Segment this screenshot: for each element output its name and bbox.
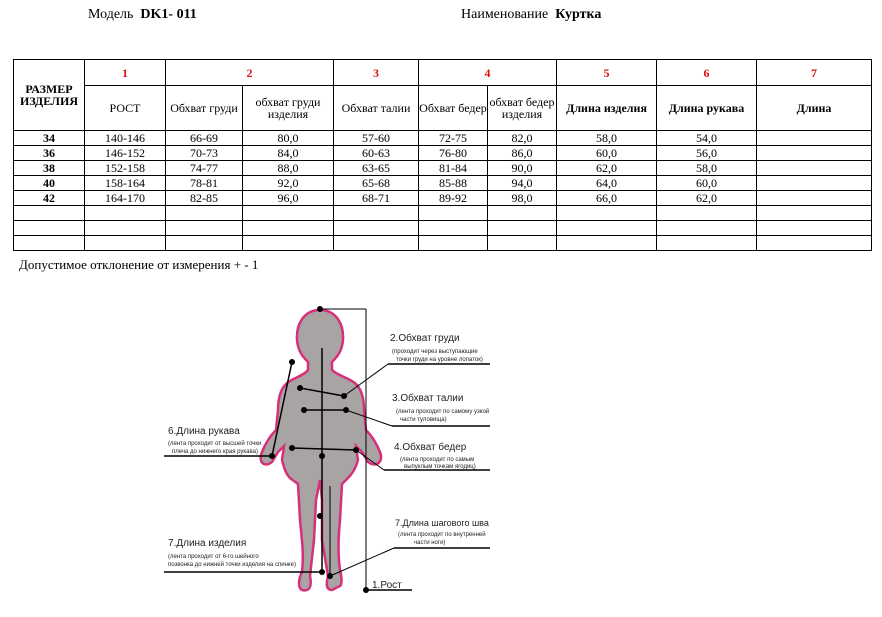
table-cell [557,236,657,251]
table-cell [419,236,488,251]
table-cell: 92,0 [243,176,334,191]
table-cell [85,236,166,251]
column-header: Обхват груди [166,86,243,131]
body-outline [261,310,381,590]
table-cell: 85-88 [419,176,488,191]
table-cell: 98,0 [488,191,557,206]
table-cell [419,221,488,236]
table-cell [166,206,243,221]
column-header: Обхват талии [334,86,419,131]
table-cell: 56,0 [657,146,757,161]
measure-point [297,385,303,391]
inseam-title: 7.Длина шагового шва [395,518,489,528]
measure-point [353,447,359,453]
table-cell [657,236,757,251]
table-cell: 146-152 [85,146,166,161]
measure-point [317,513,323,519]
tolerance-note: Допустимое отклонение от измерения + - 1 [19,257,259,272]
table-cell: 58,0 [657,161,757,176]
chest-desc: (проходит через выступающие [392,349,478,355]
name-label: Наименование [461,7,549,22]
table-cell: 90,0 [488,161,557,176]
column-header: Длина [757,86,872,131]
table-cell: 65-68 [334,176,419,191]
table-cell: 89-92 [419,191,488,206]
table-cell: 62,0 [557,161,657,176]
name-header [461,7,601,23]
table-cell [757,146,872,161]
column-header: Длина рукава [657,86,757,131]
table-cell: 70-73 [166,146,243,161]
table-cell: 86,0 [488,146,557,161]
table-row [14,146,872,161]
size-cell: 34 [14,131,85,146]
table-cell: 84,0 [243,146,334,161]
measurement-figure [0,300,560,610]
inseam-desc: (лента проходит по внутренней [398,532,486,538]
table-cell [488,221,557,236]
measure-point [319,453,325,459]
table-cell: 72-75 [419,131,488,146]
table-cell [757,206,872,221]
size-cell: 36 [14,146,85,161]
table-cell: 82-85 [166,191,243,206]
table-row [14,176,872,191]
group-number: 5 [557,60,657,86]
size-cell: 40 [14,176,85,191]
table-row [14,191,872,206]
length-desc: (лента проходит от 6-го шейного [168,554,259,560]
chest-desc: точки груди на уровне лопаток) [396,357,483,363]
measure-point [327,573,333,579]
measure-point [317,306,323,312]
table-cell [657,221,757,236]
sleeve-title: 6.Длина рукава [168,426,240,437]
table-cell [757,161,872,176]
measure-point [289,359,295,365]
table-cell [557,206,657,221]
table-cell [488,236,557,251]
table-cell [488,206,557,221]
chest-title: 2.Обхват груди [390,333,460,344]
table-cell: 60,0 [657,176,757,191]
table-cell [334,236,419,251]
hips-title: 4.Обхват бедер [394,442,467,453]
table-cell: 66,0 [557,191,657,206]
column-header: Длина изделия [557,86,657,131]
size-table [13,59,872,251]
table-cell: 82,0 [488,131,557,146]
group-number-row [14,60,872,86]
group-number: 1 [85,60,166,86]
table-cell: 68-71 [334,191,419,206]
table-cell [757,131,872,146]
table-cell: 94,0 [488,176,557,191]
table-row [14,161,872,176]
table-cell [85,206,166,221]
table-cell [166,236,243,251]
length-title: 7.Длина изделия [168,538,247,549]
size-cell: 38 [14,161,85,176]
model-header [88,7,197,23]
table-cell: 62,0 [657,191,757,206]
table-cell: 60-63 [334,146,419,161]
table-cell: 58,0 [557,131,657,146]
height-title: 1.Рост [372,580,402,591]
measure-point [341,393,347,399]
model-value: DK1- 011 [140,7,197,22]
table-cell [757,221,872,236]
measure-point [269,453,275,459]
sleeve-desc: (лента проходит от высшей точки [168,441,262,447]
table-cell: 158-164 [85,176,166,191]
column-header: обхват груди изделия [243,86,334,131]
waist-desc: (лента проходит по самому узкой [396,409,490,415]
table-cell: 140-146 [85,131,166,146]
length-desc: позвонка до нижней точки изделия на спинке) [168,562,296,568]
waist-title: 3.Обхват талии [392,393,464,404]
sleeve-desc: плеча до нижнего края рукава) [172,449,258,455]
table-cell [419,206,488,221]
size-column-header: РАЗМЕР ИЗДЕЛИЯ [14,60,85,131]
table-cell: 64,0 [557,176,657,191]
table-cell: 164-170 [85,191,166,206]
table-cell [757,191,872,206]
model-label: Модель [88,7,134,22]
group-number: 3 [334,60,419,86]
measure-point [363,587,369,593]
table-cell [243,236,334,251]
table-row [14,206,872,221]
table-cell: 66-69 [166,131,243,146]
group-number: 4 [419,60,557,86]
table-cell [166,221,243,236]
name-value: Куртка [555,7,602,22]
measure-point [319,569,325,575]
table-cell: 54,0 [657,131,757,146]
group-number: 6 [657,60,757,86]
table-cell [757,176,872,191]
table-cell [657,206,757,221]
table-row [14,236,872,251]
measure-point [343,407,349,413]
table-cell: 152-158 [85,161,166,176]
table-cell [85,221,166,236]
table-cell: 80,0 [243,131,334,146]
body-silhouette [261,310,381,590]
hips-desc: (лента проходит по самым [400,457,475,463]
table-cell: 76-80 [419,146,488,161]
table-cell [243,221,334,236]
group-number: 7 [757,60,872,86]
column-header: Обхват бедер [419,86,488,131]
measure-point [301,407,307,413]
size-cell [14,221,85,236]
table-row [14,131,872,146]
size-cell: 42 [14,191,85,206]
group-number: 2 [166,60,334,86]
column-header: РОСТ [85,86,166,131]
size-cell [14,206,85,221]
table-cell: 74-77 [166,161,243,176]
measure-point [289,445,295,451]
table-cell [243,206,334,221]
column-label-row [14,86,872,131]
inseam-desc: части ноги) [414,540,446,546]
table-cell: 78-81 [166,176,243,191]
waist-desc: части туловища) [400,417,447,423]
table-cell: 60,0 [557,146,657,161]
hips-desc: выпуклым точкам ягодиц) [404,464,476,470]
table-cell [757,236,872,251]
table-cell [334,221,419,236]
table-cell: 57-60 [334,131,419,146]
table-row [14,221,872,236]
table-cell [557,221,657,236]
table-cell [334,206,419,221]
size-cell [14,236,85,251]
table-cell: 81-84 [419,161,488,176]
table-cell: 63-65 [334,161,419,176]
column-header: обхват бедер изделия [488,86,557,131]
table-cell: 88,0 [243,161,334,176]
table-cell: 96,0 [243,191,334,206]
